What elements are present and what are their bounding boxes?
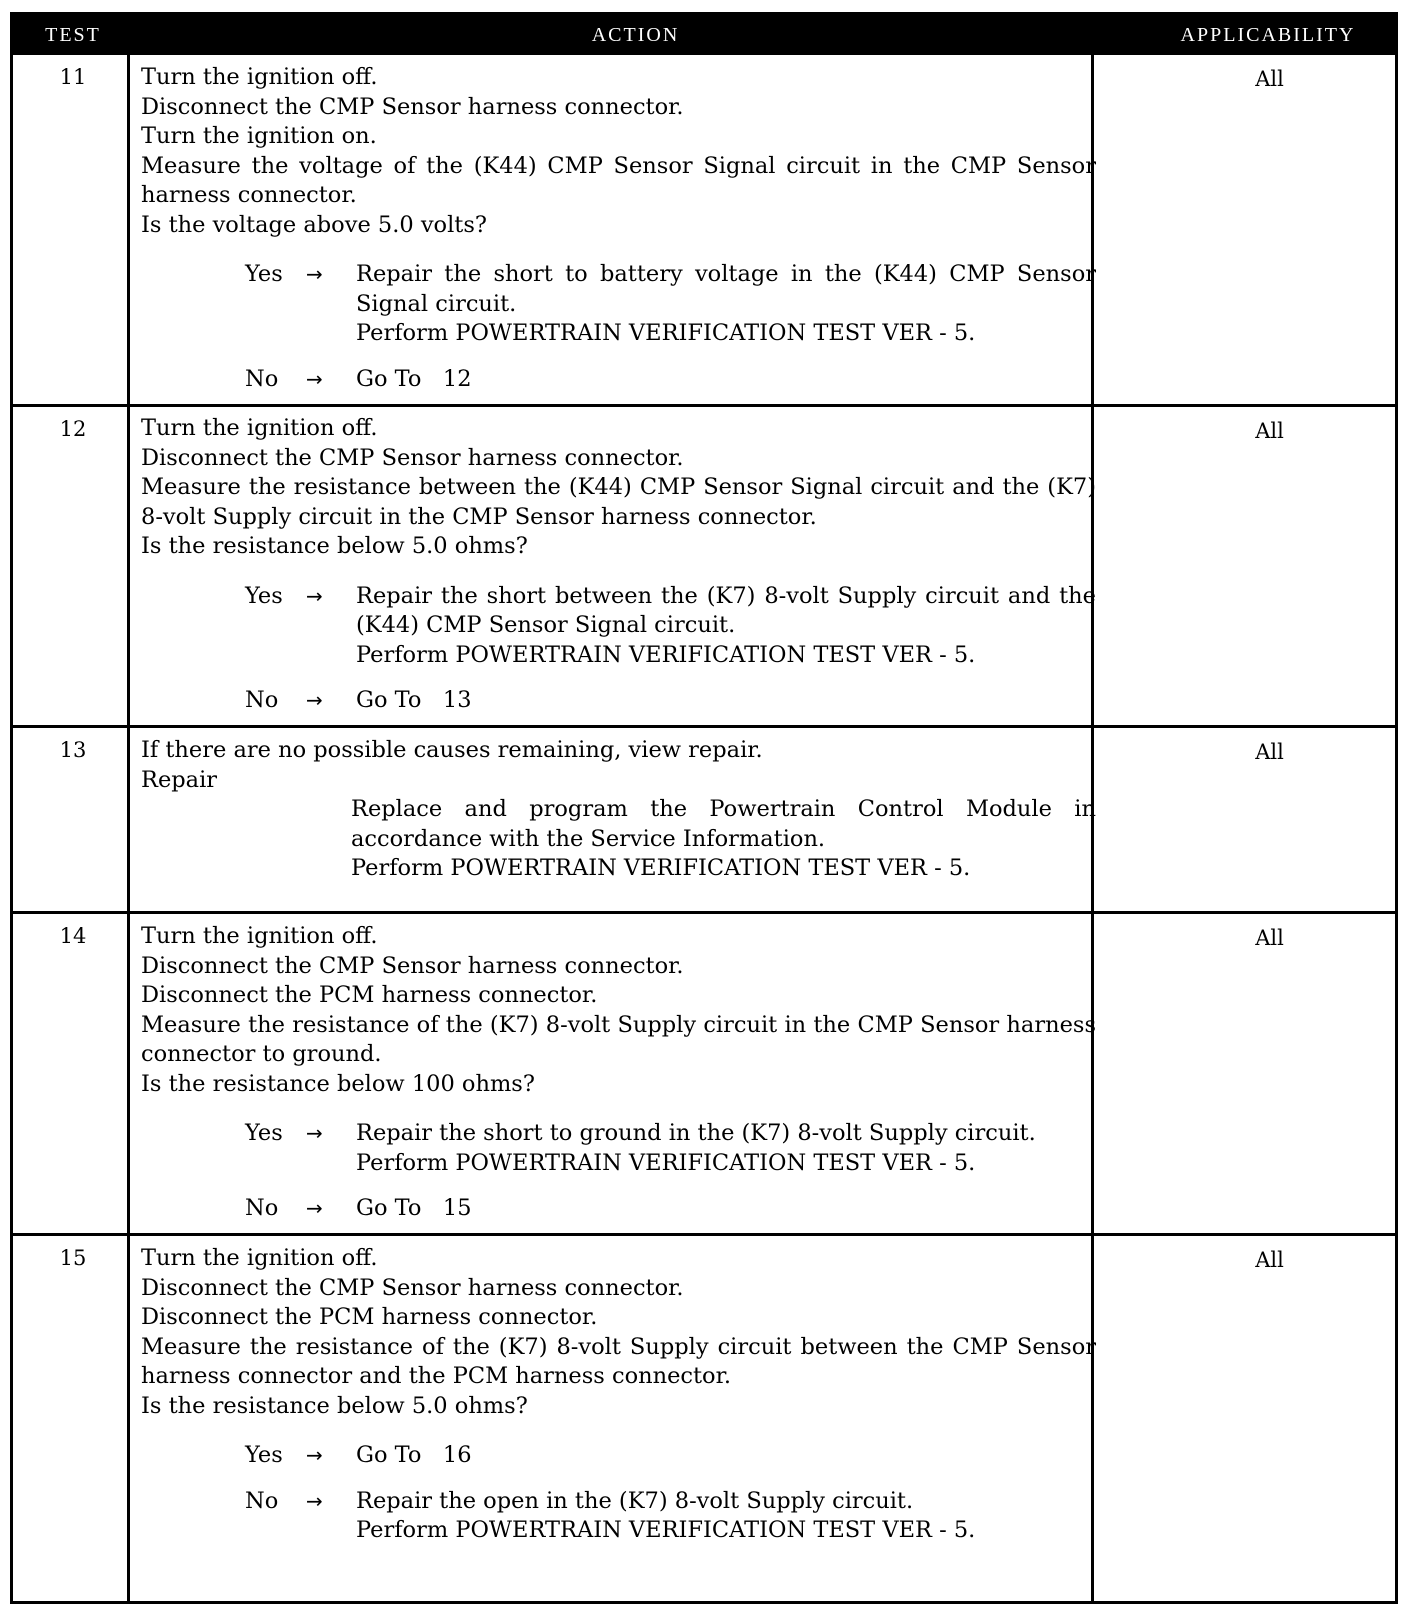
yes-label: Yes (245, 582, 283, 609)
test-number: 11 (59, 65, 87, 89)
branch-text: Perform POWERTRAIN VERIFICATION TEST VER - 5. (356, 1149, 976, 1176)
step-text: Measure the resistance of the (K7) 8-volt Supply circuit in the CMP Sensor harness connector to ground. (141, 1011, 1096, 1067)
step-text: Is the resistance below 5.0 ohms? (141, 533, 528, 559)
yes-branch (141, 1119, 1096, 1178)
branch-text: Repair the short between the (K7) 8-volt Supply circuit and the (K44) CMP Sensor Signal circuit. (356, 582, 1096, 638)
yes-label: Yes (245, 1120, 283, 1146)
arrow-right-icon: → (306, 1488, 323, 1513)
test-number: 13 (59, 738, 87, 762)
no-label: No (245, 1195, 279, 1221)
no-branch (141, 365, 1096, 395)
step-text: Disconnect the CMP Sensor harness connector. (141, 1274, 684, 1301)
table-row (13, 911, 1395, 1236)
no-label: No (245, 365, 279, 392)
branch-text: Repair the short to ground in the (K7) 8-volt Supply circuit. (356, 1120, 1036, 1146)
yes-label: Yes (245, 1442, 283, 1468)
step-text: Measure the voltage of the (K44) CMP Sensor Signal circuit in the CMP Sensor harness connector. (141, 152, 1096, 208)
step-text: If there are no possible causes remaining, view repair. (141, 737, 763, 763)
step-text: Disconnect the CMP Sensor harness connector. (141, 444, 684, 471)
step-text: Turn the ignition off. (141, 1245, 378, 1271)
action-cell (141, 1244, 1096, 1546)
test-number: 12 (59, 417, 87, 441)
yes-branch (141, 1441, 1096, 1471)
table-row (13, 1233, 1395, 1601)
action-cell (141, 414, 1096, 716)
step-text: Disconnect the PCM harness connector. (141, 982, 598, 1008)
header-test: TEST (45, 24, 101, 46)
applicability-value: All (1255, 926, 1284, 950)
arrow-right-icon: → (306, 688, 323, 712)
step-text: Is the resistance below 5.0 ohms? (141, 1392, 528, 1419)
header-applicability: APPLICABILITY (1180, 24, 1356, 46)
step-text: Disconnect the CMP Sensor harness connector. (141, 93, 684, 120)
applicability-value: All (1255, 67, 1284, 91)
repair-label: Repair (141, 766, 218, 793)
action-cell (141, 63, 1096, 394)
no-branch (141, 1194, 1096, 1224)
no-branch (141, 686, 1096, 716)
branch-text: Repair the short to battery voltage in the (K44) CMP Sensor Signal circuit. (356, 261, 1096, 317)
arrow-right-icon: → (306, 262, 323, 286)
no-label: No (245, 1487, 279, 1514)
step-text: Turn the ignition on. (141, 123, 377, 149)
arrow-right-icon: → (306, 366, 323, 391)
applicability-value: All (1255, 740, 1284, 764)
arrow-right-icon: → (306, 583, 323, 608)
step-text: Measure the resistance of the (K7) 8-volt Supply circuit between the CMP Sensor harness connector and the PCM harness connector. (141, 1333, 1096, 1389)
table-row (13, 55, 1395, 407)
test-number: 15 (59, 1246, 87, 1270)
step-text: Turn the ignition off. (141, 415, 378, 441)
no-label: No (245, 687, 279, 713)
yes-branch (141, 260, 1096, 349)
step-text: Measure the resistance between the (K44) CMP Sensor Signal circuit and the (K7) 8-volt Supply circuit in the CMP Sensor harness connector. (141, 474, 1096, 530)
applicability-value: All (1255, 419, 1284, 443)
no-branch (141, 1487, 1096, 1546)
test-number: 14 (59, 924, 87, 948)
action-cell (141, 922, 1096, 1224)
step-text: Is the resistance below 100 ohms? (141, 1070, 535, 1097)
action-cell (141, 736, 1096, 884)
branch-text: Perform POWERTRAIN VERIFICATION TEST VER - 5. (356, 641, 976, 668)
step-text: Turn the ignition off. (141, 923, 378, 949)
step-text: Disconnect the PCM harness connector. (141, 1304, 598, 1330)
arrow-right-icon: → (306, 1121, 323, 1145)
step-text: Turn the ignition off. (141, 64, 378, 90)
table-row (13, 725, 1395, 914)
branch-text: Go To 15 (356, 1195, 472, 1221)
branch-text: Go To 13 (356, 687, 472, 713)
repair-text: Perform POWERTRAIN VERIFICATION TEST VER - 5. (351, 855, 971, 881)
step-text: Disconnect the CMP Sensor harness connector. (141, 952, 684, 979)
table-header (13, 15, 1395, 55)
branch-text: Perform POWERTRAIN VERIFICATION TEST VER - 5. (356, 1517, 976, 1543)
yes-branch (141, 582, 1096, 671)
applicability-value: All (1255, 1248, 1284, 1272)
branch-text: Repair the open in the (K7) 8-volt Supply circuit. (356, 1487, 914, 1514)
step-text: Is the voltage above 5.0 volts? (141, 211, 487, 238)
table-row (13, 404, 1395, 728)
branch-text: Perform POWERTRAIN VERIFICATION TEST VER - 5. (356, 320, 976, 346)
repair-text: Replace and program the Powertrain Control Module in accordance with the Service Information. (351, 796, 1096, 852)
arrow-right-icon: → (306, 1443, 323, 1467)
header-action: ACTION (591, 24, 680, 46)
arrow-right-icon: → (306, 1196, 323, 1220)
branch-text: Go To 12 (356, 365, 472, 392)
yes-label: Yes (245, 261, 283, 287)
diagnostic-table (10, 12, 1398, 1604)
branch-text: Go To 16 (356, 1442, 472, 1468)
